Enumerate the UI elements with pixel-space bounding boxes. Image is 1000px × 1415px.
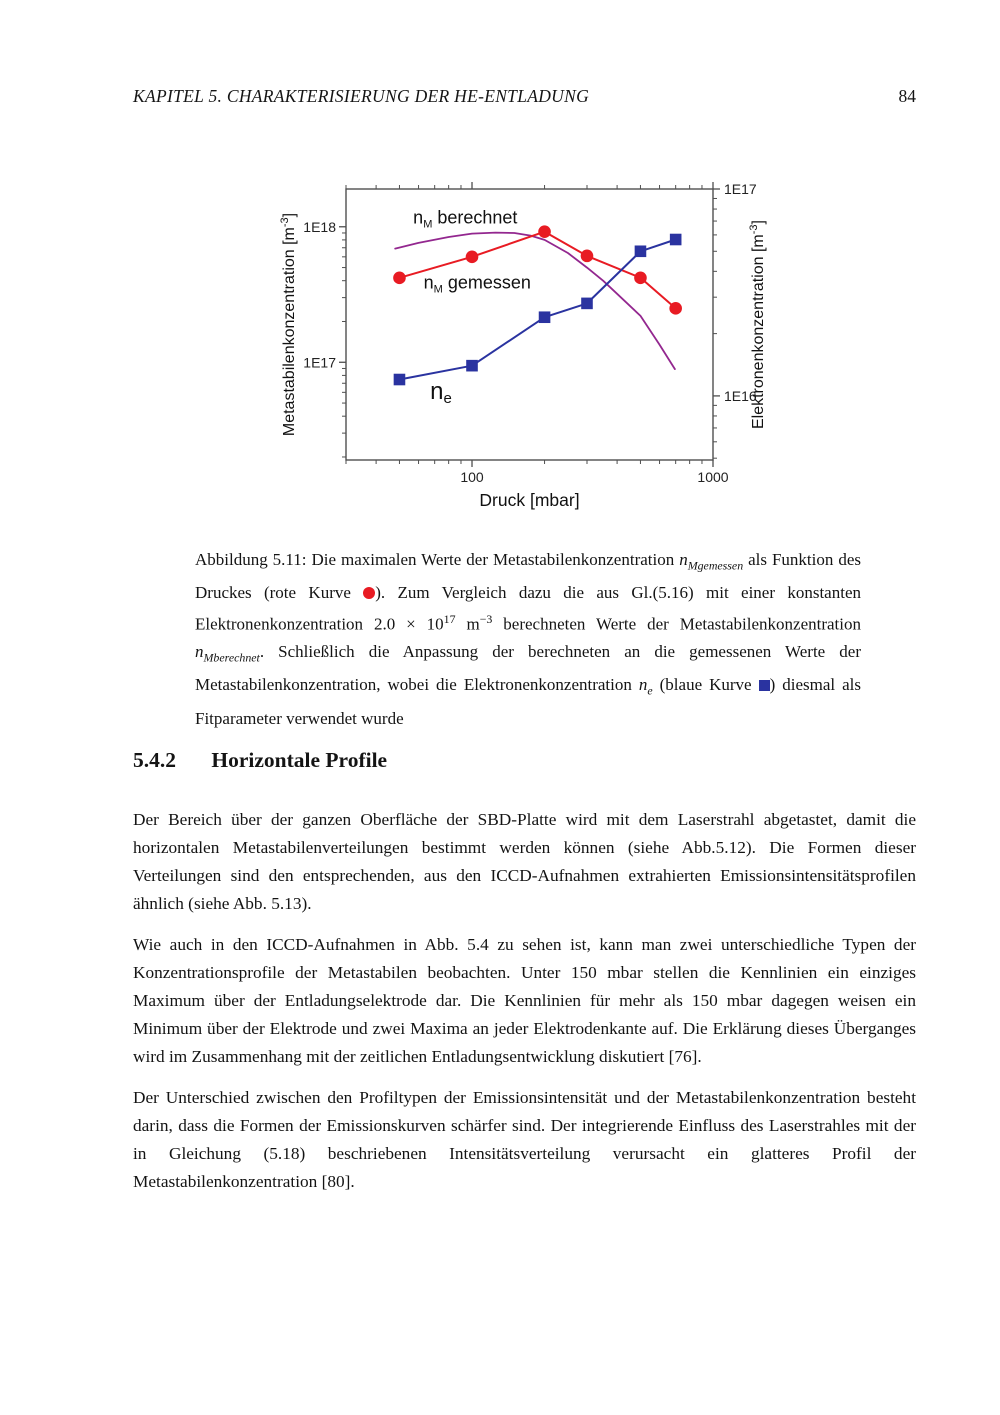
y-left-tick-label: 1E17 [303,354,336,371]
caption-text: . Schließlich die Anpassung der berechneten an die gemessenen Werte der Metastabilenkonzentration, wobei die Elektronenkonzentration [195,642,861,695]
series-line-nM-berechnet [395,233,675,370]
caption-text: als Funktion des Druckes (rote Kurve [195,550,861,603]
y-right-tick-label: 1E16 [724,387,757,404]
plot-frame [346,189,713,460]
section-heading [133,748,387,773]
series-label: $n_M$ berechnet [413,207,518,231]
caption-text: m [455,615,480,635]
page-number: 84 [898,86,916,106]
data-point-circle [393,272,406,285]
y-left-axis-title: Metastabilenkonzentration $[m^{-3}]$ [280,212,298,437]
section-number: 5.4.2 [133,748,176,772]
paragraph: Wie auch in den ICCD-Aufnahmen in Abb. 5.4 zu sehen ist, kann man zwei unterschiedliche Typen der Konzentrationsprofile der Metastabilen beobachten. Unter 150 mbar stellen die Kennlinien ein einziges Maximum über der Entladungselektrode dar. Die Kennlinien für mehr als 150 mbar dagegen weisen ein Minimum über der Elektrode und zwei Maxima an jeder Elektrodenkante auf. Die Erklärung dieses Überganges wird im Zusammenhang mit der zeitlichen Entladungsentwicklung diskutiert [76]. [133,935,916,1066]
data-point-square [539,311,551,323]
caption-text: Abbildung 5.11: Die maximalen Werte der Metastabilenkonzentration [195,550,680,569]
series-label: ne [430,377,452,407]
section-title: Horizontale Profile [211,748,388,772]
x-tick-label: 1000 [697,469,729,485]
y-right-axis-title: Elektronenkonzentration $[m^{-3}]$ [748,219,767,430]
caption-text: ) diesmal als Fitparameter verwendet wurde [195,675,862,728]
figure-caption [195,546,861,732]
data-point-circle [538,225,551,238]
math-variable: n [679,550,688,569]
figure-chart [280,150,780,525]
data-point-square [581,298,593,310]
y-left-tick-label: 1E18 [303,218,336,235]
paragraph: Der Bereich über der ganzen Oberfläche der SBD-Platte wird mit dem Laserstrahl abgetastet, damit die horizontalen Metastabilenverteilungen bestimmt werden können (siehe Abb.5.12). Die Formen dieser Verteilungen sind den entsprechenden, aus den ICCD-Aufnahmen extrahierten Emissionsintensitätsprofilen ähnlich (siehe Abb. 5.13). [133,810,916,913]
data-point-circle [669,302,682,315]
data-point-square [394,374,406,386]
math-superscript: −3 [479,612,493,627]
caption-text: ). Zum Vergleich dazu die aus Gl.(5.16) mit einer konstanten Elektronenkonzentration 2.0 × 10 [195,583,862,635]
series-label: $n_M$ gemessen [423,272,531,296]
x-axis-title: Druck [mbar] [479,490,580,510]
body-text [133,806,916,1209]
math-subscript: Mberechnet [203,650,260,665]
paragraph: Der Unterschied zwischen den Profiltypen der Emissionsintensität und der Metastabilenkonzentration besteht darin, dass die Formen der Emissionskurven schärfer sind. Der integrierende Einfluss des Laserstrahles mit der in Gleichung (5.18) beschriebenen Intensitätsverteilung verursacht ein glatteres Profil der Metastabilenkonzentration [80]. [133,1088,916,1191]
caption-text: (blaue Kurve [652,675,759,695]
math-variable: n [638,675,648,695]
y-right-tick-label: 1E17 [724,181,757,197]
math-subscript: Mgemessen [687,558,744,573]
data-point-circle [581,250,594,263]
math-superscript: 17 [443,612,456,627]
running-header-title: KAPITEL 5. CHARAKTERISIERUNG DER HE-ENTLADUNG [133,86,590,106]
metastable-concentration-chart [280,150,780,525]
math-subscript: e [647,683,653,698]
data-point-square [670,234,682,246]
math-variable: n [195,642,204,662]
data-point-square [466,360,478,372]
caption-text: berechneten Werte der Metastabilenkonzentration [492,615,861,635]
x-tick-label: 100 [460,469,484,485]
running-header [133,86,916,107]
data-point-circle [634,272,647,285]
data-point-circle [466,251,479,264]
blue-square-marker-icon [759,680,770,691]
data-point-square [635,245,647,257]
series-line-nM-gemessen [400,232,676,309]
red-circle-marker-icon [363,587,375,599]
